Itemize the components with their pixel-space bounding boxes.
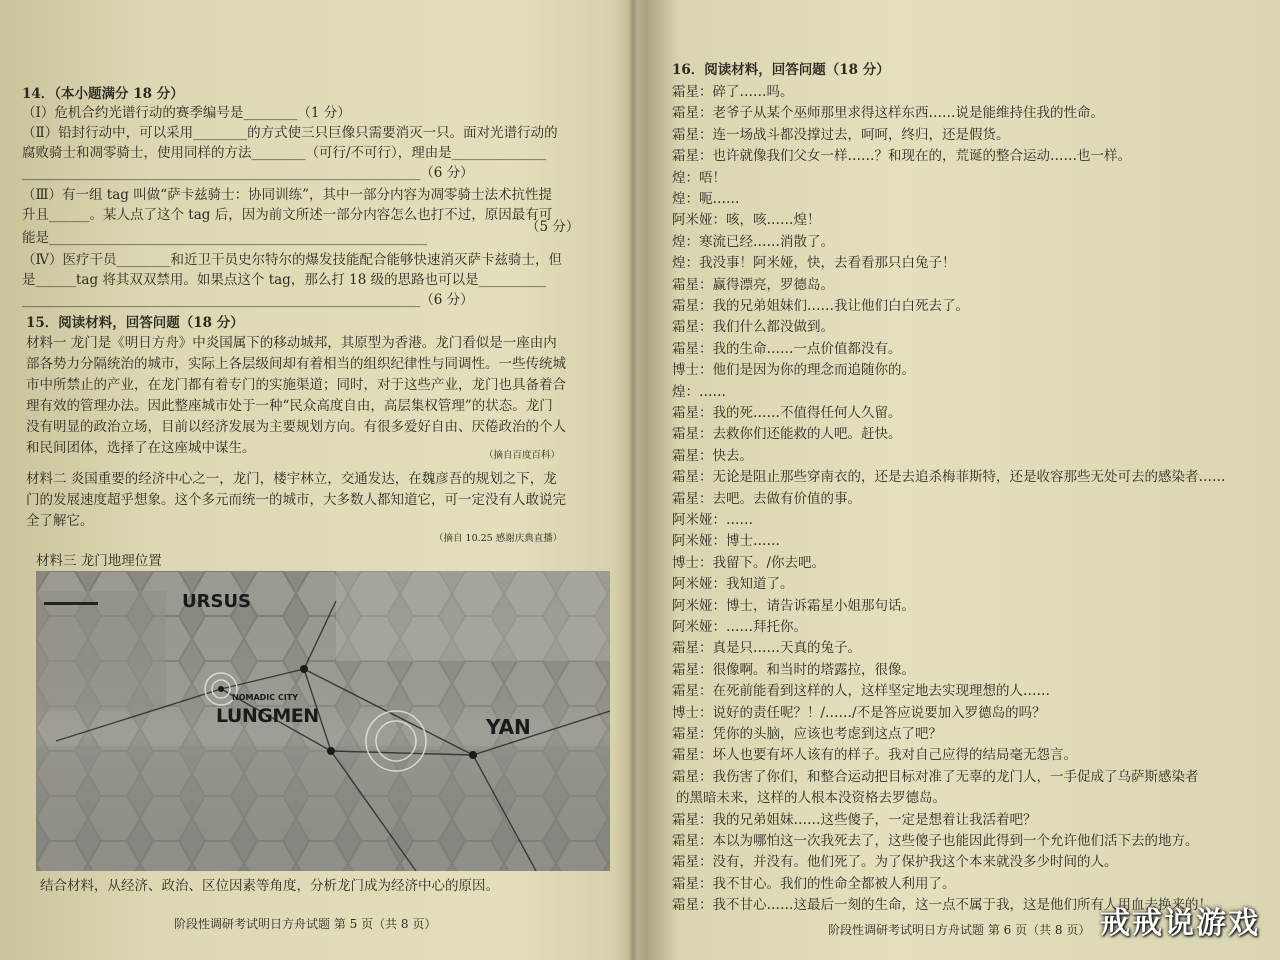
material3-title: 材料三 龙门地理位置 [36, 553, 162, 569]
dialogue-line: 霜星：我的兄弟姐妹……这些傻子，一定是想着让我活着吧？ [672, 811, 1037, 828]
right-page-footer: 阶段性调研考试明日方舟试题 第 6 页（共 8 页） [828, 923, 1091, 937]
dialogue-line: 霜星：我的兄弟姐妹们……我让他们白白死去了。 [672, 298, 969, 314]
dialogue-line: 霜星：我的生命……一点价值都没有。 [672, 340, 902, 357]
dialogue-line: 霜星：坏人也要有坏人该有的样子。我对自己应得的结局毫无怨言。 [672, 747, 1077, 764]
q15-question: 结合材料，从经济、政治、区位因素等角度，分析龙门成为经济中心的原因。 [40, 878, 499, 894]
q14-heading: 14．（本小题满分 18 分） [22, 86, 184, 102]
dialogue-line: 霜星：无论是阻止那些穿南衣的，还是去追杀梅菲斯特，还是收容那些无处可去的感染者…… [672, 469, 1226, 486]
dialogue-line: 博士：说好的责任呢？！/……/不是答应说要加入罗德岛的吗？ [672, 704, 1046, 721]
q14-line: ___________________________________________________________（6 分） [22, 165, 474, 181]
q14-line: （Ⅳ）医疗干员________和近卫干员史尔特尔的爆发技能配合能够快速消灭萨卡兹骑士，但 [22, 252, 562, 268]
dialogue-line: 阿米娅：咳，咳……煌！ [672, 212, 821, 229]
page-gutter [628, 0, 638, 960]
dialogue-line: 霜星：我伤害了你们，和整合运动把目标对准了无辜的龙门人，一手促成了乌萨斯感染者 [672, 768, 1199, 785]
dialogue-line: 霜星：快去。 [672, 447, 753, 464]
q15-material-line: 市中所禁止的产业，在龙门都有着专门的实施渠道；同时，对于这些产业，龙门也具备着合 [26, 377, 566, 393]
dialogue-line: 的黑暗未来，这样的人根本没资格去罗德岛。 [676, 790, 946, 807]
q14-line: （Ⅱ）铅封行动中，可以采用________的方式使三只巨像只需要消灭一只。面对光谱行动的 [22, 125, 558, 141]
dialogue-line: 霜星：老爷子从某个巫师那里求得这样东西……说是能维持住我的性命。 [672, 105, 1104, 122]
q14-line: 腐败骑士和凋零骑士，使用同样的方法________（可行/不可行），理由是______________ [22, 145, 547, 161]
q15-material-line: 全了解它。 [26, 513, 94, 529]
dialogue-line: 阿米娅：博士，请告诉霜星小姐那句话。 [672, 597, 915, 614]
q16-heading: 16．阅读材料，回答问题（18 分） [672, 62, 890, 78]
left-page-footer: 阶段性调研考试明日方舟试题 第 5 页（共 8 页） [174, 917, 437, 931]
q14-score: （5 分） [526, 219, 580, 235]
q15-material-line: 材料二 炎国重要的经济中心之一，龙门，楼宇林立，交通发达，在魏彦吾的规划之下，龙 [26, 471, 557, 487]
left-page [0, 0, 620, 960]
q15-material-line: 部各势力分隔统治的城市，实际上各层级间却有着相当的组织纪律性与同调性。一些传统城 [26, 356, 566, 372]
map-label-ursus: URSUS [182, 591, 252, 612]
q15-material-line: 和民间团体，选择了在这座城中谋生。 [26, 440, 256, 456]
dialogue-line: 煌：唔！ [672, 169, 726, 186]
q14-line: ___________________________________________________________（6 分） [22, 292, 474, 308]
dialogue-line: 博士：我留下。/你去吧。 [672, 554, 826, 571]
q15-material-line: 材料一 龙门是《明日方舟》中炎国属下的移动城邦，其原型为香港。龙门看似是一座由内 [26, 335, 557, 351]
dialogue-line: 博士：他们是因为你的理念而追随你的。 [672, 362, 915, 379]
map-label-yan: YAN [486, 715, 531, 739]
map-label-nomadic-city: NOMADIC CITY [232, 693, 299, 702]
map-label-lungmen: LUNGMEN [216, 705, 319, 727]
lungmen-map-image [36, 571, 610, 871]
dialogue-line: 阿米娅：……拜托你。 [672, 619, 807, 635]
dialogue-line: 霜星：赢得漂亮，罗德岛。 [672, 276, 834, 293]
dialogue-line: 煌：呃…… [672, 191, 740, 207]
q14-line: 能是________________________________________________________ [22, 230, 427, 246]
dialogue-line: 阿米娅：博士…… [672, 533, 780, 550]
dialogue-line: 煌：…… [672, 383, 726, 400]
dialogue-line: 霜星：也许就像我们父女一样……？和现在的，荒诞的整合运动……也一样。 [672, 148, 1131, 165]
dialogue-line: 霜星：真是只……天真的兔子。 [672, 640, 861, 657]
q15-material-line: 理有效的管理办法。因此整座城市处于一种“民众高度自由，高层集权管理”的状态。龙门 [26, 398, 553, 414]
dialogue-line: 霜星：很像啊。和当时的塔露拉，很像。 [672, 661, 915, 678]
watermark: 戒戒说游戏 [1100, 906, 1260, 941]
dialogue-line: 霜星：我的死……不值得任何人久留。 [672, 405, 902, 421]
q14-line: （Ⅲ）有一组 tag 叫做“萨卡兹骑士：协同训练”，其中一部分内容为凋零骑士法术抗性提 [22, 187, 553, 203]
dialogue-line: 霜星：连一场战斗都没撑过去，呵呵，终归，还是假货。 [672, 126, 1010, 143]
dialogue-line: 霜星：没有，并没有。他们死了。为了保护我这个本来就没多少时间的人。 [672, 854, 1118, 871]
dialogue-line: 霜星：凭你的头脑，应该也考虑到这点了吧？ [672, 726, 942, 742]
right-page [640, 0, 1280, 960]
dialogue-line: 霜星：我不甘心……这最后一刻的生命，这一点不属于我，这是他们所有人用血去换来的！ [672, 897, 1212, 914]
dialogue-line: 煌：我没事！阿米娅，快，去看看那只白兔子！ [672, 255, 956, 272]
dialogue-line: 霜星：去吧。去做有价值的事。 [672, 490, 861, 507]
dialogue-line: 霜星：在死前能看到这样的人，这样坚定地去实现理想的人…… [672, 683, 1050, 700]
dialogue-line: 霜星：我们什么都没做到。 [672, 319, 834, 336]
q14-line: 是______tag 将其双双禁用。如果点这个 tag，那么打 18 级的思路也可以是__________ [22, 272, 547, 288]
q14-line: 升且______。某人点了这个 tag 后，因为前文所述一部分内容怎么也打不过，原因最有可 [22, 207, 553, 223]
dialogue-line: 霜星：碎了……吗。 [672, 84, 794, 100]
dialogue-line: 阿米娅：…… [672, 512, 753, 528]
q15-material-line: 没有明显的政治立场，目前以经济发展为主要规划方向。有很多爱好自由、厌倦政治的个人 [26, 419, 566, 435]
q14-line: （Ⅰ）危机合约光谱行动的赛季编号是________（1 分） [22, 105, 351, 121]
q15-material-line: 门的发展速度超乎想象。这个多元而统一的城市，大多数人都知道它，可一定没有人敢说完 [26, 492, 566, 508]
dialogue-line: 煌：寒流已经……消散了。 [672, 233, 834, 250]
dialogue-line: 霜星：我不甘心。我们的性命全都被人利用了。 [672, 875, 956, 892]
dialogue-line: 霜星：去救你们还能救的人吧。赶快。 [672, 426, 902, 443]
dialogue-line: 霜星：本以为哪怕这一次我死去了，这些傻子也能因此得到一个允许他们活下去的地方。 [672, 833, 1199, 849]
dialogue-line: 阿米娅：我知道了。 [672, 576, 794, 593]
material1-source: （摘自百度百科） [484, 450, 561, 461]
material2-source: （摘自 10.25 感谢庆典直播） [434, 533, 563, 544]
q15-heading: 15．阅读材料，回答问题（18 分） [26, 315, 244, 331]
